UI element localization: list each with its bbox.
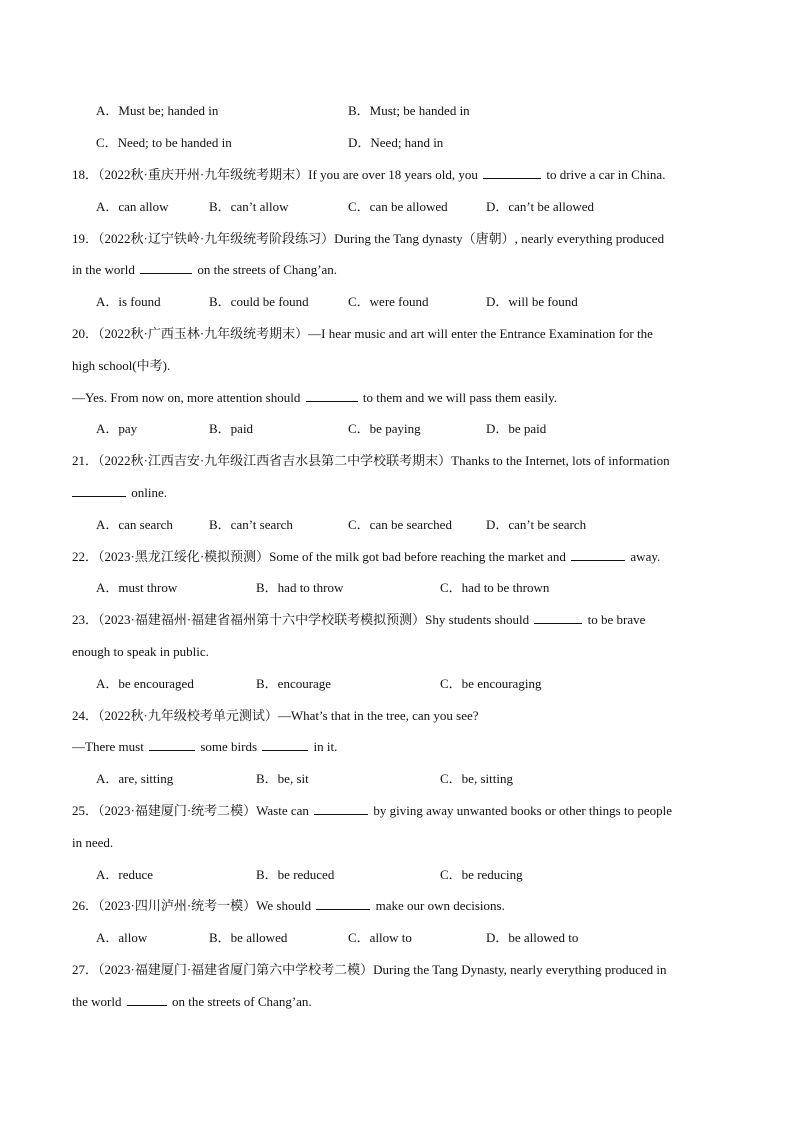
q26-blank <box>316 898 370 910</box>
q24-stem-line1: 24．（2022秋·九年级校考单元测试）—What’s that in the tree, can you see? <box>72 708 479 723</box>
q20-option-a: A．pay <box>96 421 138 436</box>
q18-option-a: A．can allow <box>96 199 169 214</box>
q26-option-c: C．allow to <box>348 930 412 945</box>
q19-option-b: B．could be found <box>209 294 309 309</box>
q26-text-suffix: make our own decisions. <box>375 898 505 913</box>
q17-option-b: B．Must; be handed in <box>348 103 470 118</box>
q22-stem <box>72 549 660 565</box>
q22-text-prefix: 22．（2023·黑龙江绥化·模拟预测）Some of the milk got bad before reaching the market and <box>72 549 566 564</box>
q22-text-suffix: away. <box>630 549 661 564</box>
q21-option-b: B．can’t search <box>209 517 293 532</box>
q24-text-suffix: in it. <box>313 739 338 754</box>
q26-text-prefix: 26．（2023·四川泸州·统考一模）We should <box>72 898 312 913</box>
q19-blank <box>140 262 192 274</box>
q19-option-d: D．will be found <box>486 294 578 309</box>
q20-option-d: D．be paid <box>486 421 547 436</box>
q21-option-a: A．can search <box>96 517 173 532</box>
q19-option-a: A．is found <box>96 294 161 309</box>
q22-option-c: C．had to be thrown <box>440 580 550 595</box>
q26-option-a: A．allow <box>96 930 148 945</box>
q20-text-prefix: —Yes. From now on, more attention should <box>72 390 301 405</box>
q24-blank-2 <box>262 739 308 751</box>
q25-option-b: B．be reduced <box>256 867 335 882</box>
q24-blank-1 <box>149 739 195 751</box>
q21-stem-line2 <box>72 485 167 501</box>
q20-stem-line2: high school(中考). <box>72 358 171 373</box>
q23-stem-line1 <box>72 612 645 628</box>
q19-text-suffix: on the streets of Chang’an. <box>197 262 338 277</box>
q24-stem-line2 <box>72 739 337 755</box>
q23-option-c: C．be encouraging <box>440 676 542 691</box>
q25-option-a: A．reduce <box>96 867 154 882</box>
q17-option-c: C．Need; to be handed in <box>96 135 232 150</box>
q20-text-suffix: to them and we will pass them easily. <box>362 390 557 405</box>
q23-option-b: B．encourage <box>256 676 332 691</box>
q25-blank <box>314 803 368 815</box>
q24-option-a: A．are, sitting <box>96 771 174 786</box>
q17-option-d: D．Need; hand in <box>348 135 444 150</box>
q27-blank <box>127 994 167 1006</box>
q24-text-mid: some birds <box>200 739 258 754</box>
q18-option-c: C．can be allowed <box>348 199 448 214</box>
q21-stem-line1: 21．（2022秋·江西吉安·九年级江西省吉水县第二中学校联考期末）Thanks to the Internet, lots of information <box>72 453 670 468</box>
q20-blank <box>306 390 358 402</box>
q22-option-a: A．must throw <box>96 580 178 595</box>
q20-stem-line3 <box>72 390 557 406</box>
q22-option-b: B．had to throw <box>256 580 344 595</box>
q19-stem-line1: 19．（2022秋·辽宁铁岭·九年级统考阶段练习）During the Tang dynasty（唐朝）, nearly everything produced <box>72 231 665 246</box>
q21-text-suffix: online. <box>131 485 167 500</box>
q27-text-suffix: on the streets of Chang’an. <box>171 994 312 1009</box>
q19-stem-line2 <box>72 262 337 278</box>
q26-stem <box>72 898 505 914</box>
q18-text-prefix: 18．（2022秋·重庆开州·九年级统考期末）If you are over 18 years old, you <box>72 167 478 182</box>
q18-text-suffix: to drive a car in China. <box>546 167 666 182</box>
q25-option-c: C．be reducing <box>440 867 523 882</box>
q21-option-c: C．can be searched <box>348 517 452 532</box>
q22-blank <box>571 549 625 561</box>
q25-stem-line2: in need. <box>72 835 114 850</box>
q23-text-prefix: 23．（2023·福建福州·福建省福州第十六中学校联考模拟预测）Shy students should <box>72 612 530 627</box>
q26-option-b: B．be allowed <box>209 930 288 945</box>
q17-option-a: A．Must be; handed in <box>96 103 219 118</box>
q24-option-c: C．be, sitting <box>440 771 513 786</box>
q24-text-prefix: —There must <box>72 739 144 754</box>
q20-option-c: C．be paying <box>348 421 421 436</box>
q25-text-prefix: 25．（2023·福建厦门·统考二模）Waste can <box>72 803 309 818</box>
q20-option-b: B．paid <box>209 421 254 436</box>
q27-stem-line1: 27．（2023·福建厦门·福建省厦门第六中学校考二模）During the Tang Dynasty, nearly everything produced in <box>72 962 667 977</box>
q23-text-suffix: to be brave <box>587 612 646 627</box>
q25-stem-line1 <box>72 803 672 819</box>
q18-blank <box>483 167 541 179</box>
q27-text-prefix: the world <box>72 994 122 1009</box>
q21-option-d: D．can’t be search <box>486 517 587 532</box>
q19-option-c: C．were found <box>348 294 429 309</box>
q18-stem <box>72 167 665 183</box>
q25-text-suffix: by giving away unwanted books or other things to people <box>373 803 672 818</box>
q23-stem-line2: enough to speak in public. <box>72 644 209 659</box>
q18-option-d: D．can’t be allowed <box>486 199 595 214</box>
q20-stem-line1: 20．（2022秋·广西玉林·九年级统考期末）—I hear music and art will enter the Entrance Examination for the <box>72 326 653 341</box>
q18-option-b: B．can’t allow <box>209 199 289 214</box>
q23-option-a: A．be encouraged <box>96 676 194 691</box>
q27-stem-line2 <box>72 994 312 1010</box>
q19-text-prefix: in the world <box>72 262 135 277</box>
q26-option-d: D．be allowed to <box>486 930 579 945</box>
q24-option-b: B．be, sit <box>256 771 309 786</box>
q21-blank <box>72 485 126 497</box>
q23-blank <box>534 612 582 624</box>
